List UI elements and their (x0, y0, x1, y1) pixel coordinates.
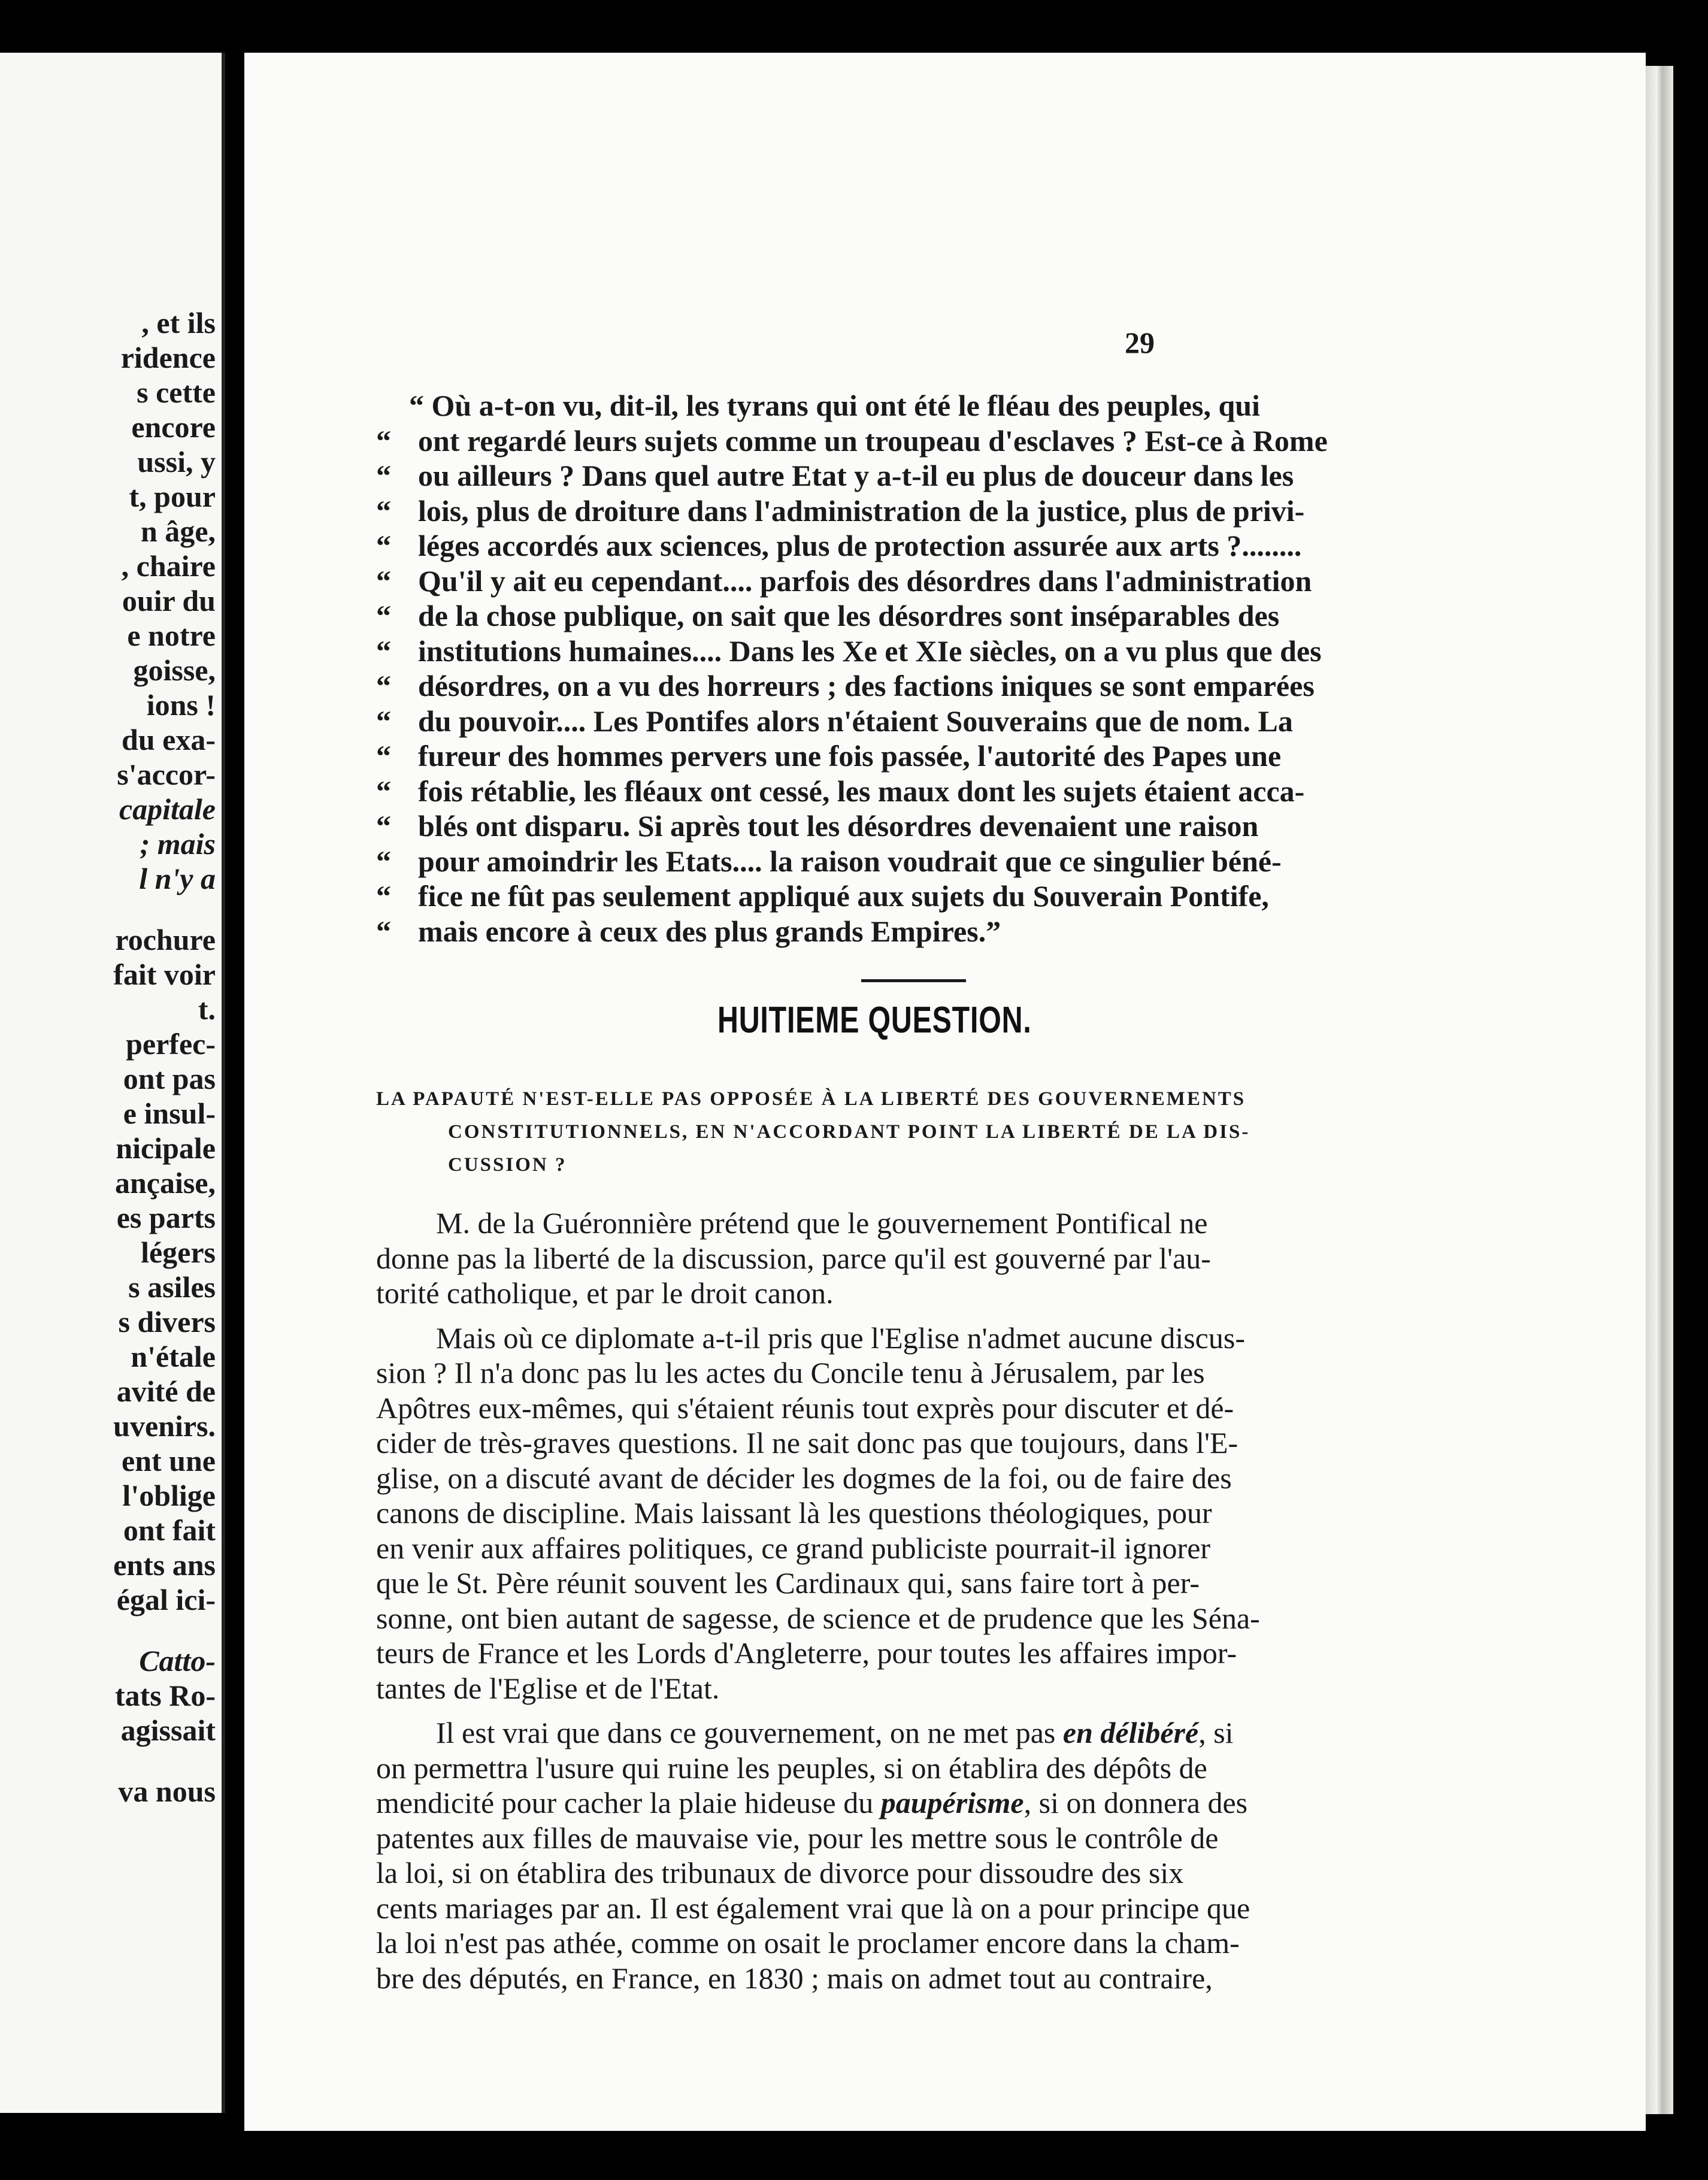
quote-text: ou ailleurs ? Dans quel autre Etat y a-t-il eu plus de douceur dans les (418, 459, 1294, 492)
left-page-line: e insul- (123, 1097, 216, 1130)
left-page-line: t. (198, 992, 216, 1026)
paragraph-line: la loi n'est pas athée, comme on osait le proclamer encore dans la cham- (376, 1926, 1240, 1960)
paragraph-line: glise, on a discuté avant de décider les dogmes de la foi, ou de faire des (376, 1461, 1232, 1495)
quote-line (376, 914, 1538, 949)
paragraph-line: on permettra l'usure qui ruine les peuples, si on établira des dépôts de (376, 1751, 1207, 1785)
left-page-line: ançaise, (114, 1166, 216, 1200)
quote-line (376, 774, 1538, 809)
left-page-line: , et ils (141, 306, 216, 340)
quote-line (376, 493, 1538, 529)
quote-mark: “ (376, 493, 391, 528)
left-page-line: ont pas (123, 1062, 216, 1095)
quote-mark: “ (376, 809, 391, 843)
left-page-line: tats Ro- (114, 1679, 216, 1712)
emphasis-text: paupérisme (880, 1786, 1024, 1819)
quote-text: ont regardé leurs sujets comme un troupeau d'esclaves ? Est-ce à Rome (418, 423, 1328, 458)
quote-text: désordres, on a vu des horreurs ; des factions iniques se sont emparées (418, 669, 1315, 703)
quote-mark: “ (376, 844, 391, 878)
quote-mark: “ (376, 879, 391, 913)
left-page-line: perfec- (126, 1027, 216, 1061)
subtitle-line: LA PAPAUTÉ N'EST-ELLE PAS OPPOSÉE À LA LIBERTÉ DES GOUVERNEMENTS (376, 1088, 1246, 1110)
subtitle-line: CONSTITUTIONNELS, EN N'ACCORDANT POINT LA LIBERTÉ DE LA DIS- (448, 1121, 1250, 1143)
paragraph-line: Mais où ce diplomate a-t-il pris que l'Eglise n'admet aucune discus- (436, 1321, 1245, 1355)
body-text (376, 1206, 1550, 2005)
left-page-line: s'accor- (117, 758, 216, 791)
quote-mark: “ (376, 423, 391, 458)
quote-text: blés ont disparu. Si après tout les désordres devenaient une raison (418, 809, 1259, 843)
quote-text: mais encore à ceux des plus grands Empires.” (418, 914, 1001, 948)
quote-line (376, 738, 1538, 774)
subtitle-line: CUSSION ? (448, 1154, 567, 1176)
left-page-line: l n'y a (139, 862, 216, 895)
paragraph (376, 1206, 1550, 1311)
quote-mark: “ (376, 599, 391, 632)
left-page-line: l'oblige (122, 1479, 216, 1512)
quote-block (376, 388, 1538, 949)
quote-line (376, 388, 1538, 423)
section-subtitle (376, 1083, 1556, 1182)
quote-text: pour amoindrir les Etats.... la raison voudrait que ce singulier béné- (418, 844, 1282, 878)
paragraph-line: Apôtres eux-mêmes, qui s'étaient réunis tout exprès pour discuter et dé- (376, 1391, 1234, 1425)
quote-line (376, 879, 1538, 914)
quote-line (376, 423, 1538, 459)
paragraph-line: cents mariages par an. Il est également vrai que là on a pour principe que (376, 1891, 1250, 1925)
quote-line (376, 668, 1538, 704)
left-page-line: s asiles (128, 1270, 216, 1304)
text-run: , si on donnera des (1023, 1786, 1248, 1819)
left-page-line: nicipale (116, 1131, 216, 1165)
paragraph-line: tantes de l'Eglise et de l'Etat. (376, 1671, 720, 1705)
paragraph-line (376, 1715, 1550, 1751)
paragraph-line: bre des députés, en France, en 1830 ; mais on admet tout au contraire, (376, 1961, 1213, 1995)
left-page-line: fait voir (113, 958, 216, 991)
quote-mark: “ (376, 564, 391, 598)
left-page-line: ; mais (140, 827, 216, 861)
page-number: 29 (1125, 326, 1155, 359)
paragraph (376, 1321, 1550, 1706)
left-page-line: ions ! (146, 688, 216, 722)
quote-mark: “ (376, 459, 391, 492)
left-page-line: s cette (137, 376, 216, 409)
left-page-line: uvenirs. (113, 1409, 216, 1443)
left-page-line: ridence (120, 341, 216, 374)
left-page-line: s divers (118, 1305, 216, 1339)
left-page-line: ont fait (123, 1513, 216, 1547)
left-page-line: goisse, (133, 653, 216, 687)
right-page (244, 53, 1646, 2131)
left-page-line: du exa- (122, 723, 216, 756)
quote-text: institutions humaines.... Dans les Xe et XIe siècles, on a vu plus que des (418, 634, 1322, 668)
text-run: Il est vrai que dans ce gouvernement, on ne met pas (436, 1716, 1063, 1749)
paragraph-line: cider de très-graves questions. Il ne sait donc pas que toujours, dans l'E- (376, 1426, 1238, 1460)
quote-line (376, 809, 1538, 844)
quote-text: léges accordés aux sciences, plus de protection assurée aux arts ?........ (418, 529, 1302, 562)
quote-text: fois rétablie, les fléaux ont cessé, les maux dont les sujets étaient acca- (418, 774, 1305, 808)
quote-line (376, 458, 1538, 493)
left-page-line: capitale (119, 792, 216, 826)
left-page-line: agissait (120, 1713, 216, 1747)
paragraph-line: patentes aux filles de mauvaise vie, pour les mettre sous le contrôle de (376, 1821, 1219, 1855)
quote-mark: “ (376, 774, 391, 808)
paragraph-line (376, 1785, 1550, 1821)
left-page-line: Catto- (139, 1644, 216, 1678)
section-divider (861, 979, 966, 982)
left-page-line: , chaire (121, 549, 216, 583)
left-page-line: ents ans (113, 1548, 216, 1582)
quote-mark: “ (376, 914, 391, 948)
quote-line (376, 528, 1538, 564)
left-page-line: n âge, (141, 514, 216, 548)
paragraph-line: teurs de France et les Lords d'Angleterre, pour toutes les affaires impor- (376, 1636, 1237, 1670)
paragraph-line: que le St. Père réunit souvent les Cardinaux qui, sans faire tort à per- (376, 1566, 1200, 1600)
left-page-line: es parts (116, 1201, 216, 1234)
paragraph-line: sion ? Il n'a donc pas lu les actes du Concile tenu à Jérusalem, par les (376, 1356, 1205, 1389)
quote-mark: “ (376, 634, 391, 668)
text-run: , si (1198, 1716, 1234, 1749)
quote-text: de la chose publique, on sait que les désordres sont inséparables des (418, 599, 1280, 632)
quote-mark: “ (376, 669, 391, 703)
quote-text: fice ne fût pas seulement appliqué aux sujets du Souverain Pontife, (418, 879, 1269, 913)
left-page-line: ussi, y (137, 445, 216, 479)
quote-mark: “ (376, 739, 391, 773)
quote-text: lois, plus de droiture dans l'administration de la justice, plus de privi- (418, 493, 1305, 528)
paragraph-line: la loi, si on établira des tribunaux de divorce pour dissoudre des six (376, 1856, 1184, 1890)
left-page-line: encore (131, 410, 216, 444)
left-page-line: n'étale (131, 1340, 216, 1373)
quote-text: fureur des hommes pervers une fois passée, l'autorité des Papes une (418, 739, 1282, 773)
quote-text: Qu'il y ait eu cependant.... parfois des désordres dans l'administration (418, 564, 1312, 598)
quote-line (376, 598, 1538, 634)
quote-line (376, 844, 1538, 879)
paragraph-line: M. de la Guéronnière prétend que le gouvernement Pontifical ne (436, 1206, 1208, 1240)
left-page-line: ouir du (122, 584, 216, 617)
left-page-line: ent une (122, 1444, 216, 1477)
quote-text: du pouvoir.... Les Pontifes alors n'étaient Souverains que de nom. La (418, 704, 1293, 738)
paragraph-line: torité catholique, et par le droit canon. (376, 1276, 834, 1310)
left-page-line: avité de (116, 1374, 216, 1408)
quote-line (376, 564, 1538, 599)
left-page-line: e notre (127, 619, 216, 652)
left-page-line: rochure (115, 923, 216, 956)
paragraph-line: canons de discipline. Mais laissant là les questions théologiques, pour (376, 1496, 1212, 1530)
section-title: HUITIEME QUESTION. (717, 1000, 1032, 1041)
left-page-line: égal ici- (116, 1583, 216, 1616)
quote-line (376, 704, 1538, 739)
left-page-line: va nous (118, 1775, 216, 1808)
text-run: mendicité pour cacher la plaie hideuse du (376, 1786, 881, 1819)
page-edge (1646, 66, 1673, 2114)
paragraph-line: en venir aux affaires politiques, ce grand publiciste pourrait-il ignorer (376, 1531, 1211, 1565)
quote-mark: “ (376, 529, 391, 562)
quote-line (376, 634, 1538, 669)
quote-mark: “ (376, 704, 391, 738)
paragraph (376, 1715, 1550, 1996)
quote-text: “ Où a-t-on vu, dit-il, les tyrans qui ont été le fléau des peuples, qui (409, 389, 1260, 422)
left-page-fragment (0, 53, 225, 2113)
left-page-line: légers (141, 1236, 216, 1269)
paragraph-line: donne pas la liberté de la discussion, parce qu'il est gouverné par l'au- (376, 1241, 1211, 1275)
emphasis-text: en délibéré (1062, 1716, 1199, 1749)
paragraph-line: sonne, ont bien autant de sagesse, de science et de prudence que les Séna- (376, 1601, 1260, 1635)
left-page-line: t, pour (129, 480, 216, 513)
